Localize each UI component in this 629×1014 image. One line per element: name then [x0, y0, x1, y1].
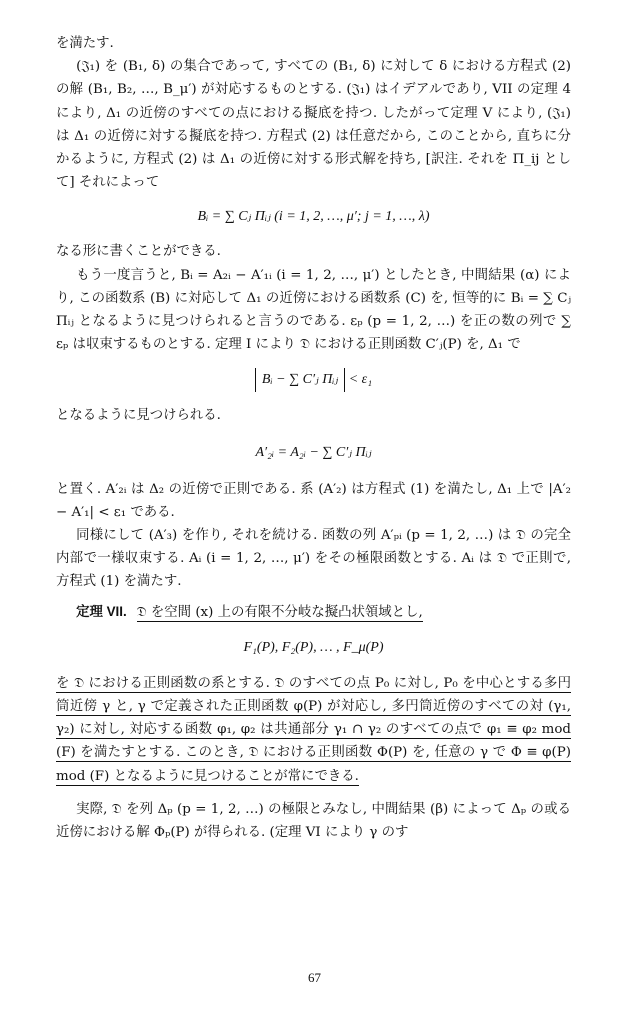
theorem-statement: 𝔇 を空間 (x) 上の有限不分岐な擬凸状領域とし,	[136, 604, 423, 620]
equation-4: F₁(P), F₂(P), … , F_μ(P)	[243, 639, 384, 655]
theorem-7	[56, 600, 571, 624]
equation-2-abs: Bᵢ − ∑ C′ⱼ Πᵢⱼ	[255, 368, 345, 392]
paragraph-6: 同様にして (A′₃) を作り, それを続ける. 函数の列 A′ₚᵢ (p = 1, 2, …) は 𝔇 の完全内部で一様収束する. Aᵢ (i = 1, 2, …, μ′) をその極限函数とする. Aᵢ は 𝔇 で正則で, 方程式 (1) を満たす.	[56, 528, 571, 590]
paragraph-3: もう一度言うと, Bᵢ = A₂ᵢ − A′₁ᵢ (i = 1, 2, …, μ′) としたとき, 中間結果 (α) により, この函数系 (B) に対応して Δ₁ の近傍における函数系 (C) を, 恒等的に Bᵢ = ∑ Cⱼ Πᵢⱼ となるように見つけられると言うのである. εₚ (p = 1, 2, …) を正の数の列で ∑ εₚ は収束するものとする. 定理 I により 𝔇 における正則函数 C′ⱼ(P) を, Δ₁ で	[56, 267, 571, 353]
theorem-label: 定理 VII.	[76, 603, 127, 619]
paragraph-7	[56, 672, 571, 788]
paragraph-5: と置く. A′₂ᵢ は Δ₂ の近傍で正則である. 系 (A′₂) は方程式 (1) を満たし, Δ₁ 上で |A′₂ − A′₁| < ε₁ である.	[56, 481, 571, 520]
page-number: 67	[308, 970, 321, 985]
paragraph-8: 実際, 𝔇 を列 Δₚ (p = 1, 2, …) の極限とみなし, 中間結果 (β) によって Δₚ の或る近傍における解 Φₚ(P) が得られる. (定理 VI により γ のす	[56, 801, 571, 841]
equation-3: A′₂ᵢ = A₂ᵢ − ∑ C′ⱼ Πᵢⱼ	[255, 444, 372, 460]
equation-2	[56, 356, 571, 404]
equation-1: Bᵢ = ∑ Cⱼ Πᵢⱼ (i = 1, 2, …, μ′; j = 1, …, λ)	[197, 209, 430, 225]
paragraph-0: を満たす.	[56, 36, 114, 51]
paragraph-2: なる形に書くことができる.	[56, 244, 221, 260]
paragraph-4: となるように見つけられる.	[56, 408, 221, 424]
equation-2-rhs: < ε₁	[345, 372, 373, 388]
theorem-body: を 𝔇 における正則函数の系とする. 𝔇 のすべての点 P₀ に対し, P₀ を中心とする多円筒近傍 γ と, γ で定義された正則函数 φ(P) が対応し, 多円筒近傍のすべての対 (γ₁, γ₂) に対し, 対応する函数 φ₁, φ₂ は共通部分 γ₁ ∩ γ₂ のすべての点で φ₁ ≡ φ₂ mod (F) を満たすとする. このとき, 𝔇 における正則函数 Φ(P) を, 任意の γ で Φ ≡ φ(P) mod (F) となるように見つけることが常にできる.	[56, 675, 571, 784]
paragraph-1: (𝔍₁) を (B₁, δ) の集合であって, すべての (B₁, δ) に対して δ における方程式 (2) の解 (B₁, B₂, …, B_μ′) が対応するものとする. (𝔍₁) はイデアルであり, VII の定理 4 により, Δ₁ の近傍のすべての点における擬底を持つ. したがって定理 V により, (𝔍₁) は Δ₁ の近傍に対する擬底を持つ. 方程式 (2) は任意だから, このことから, 直ちに分かるように, 方程式 (2) は Δ₁ の近傍に対する形式解を持ち, [訳注. それを Π_ij として] それによって	[56, 59, 571, 191]
